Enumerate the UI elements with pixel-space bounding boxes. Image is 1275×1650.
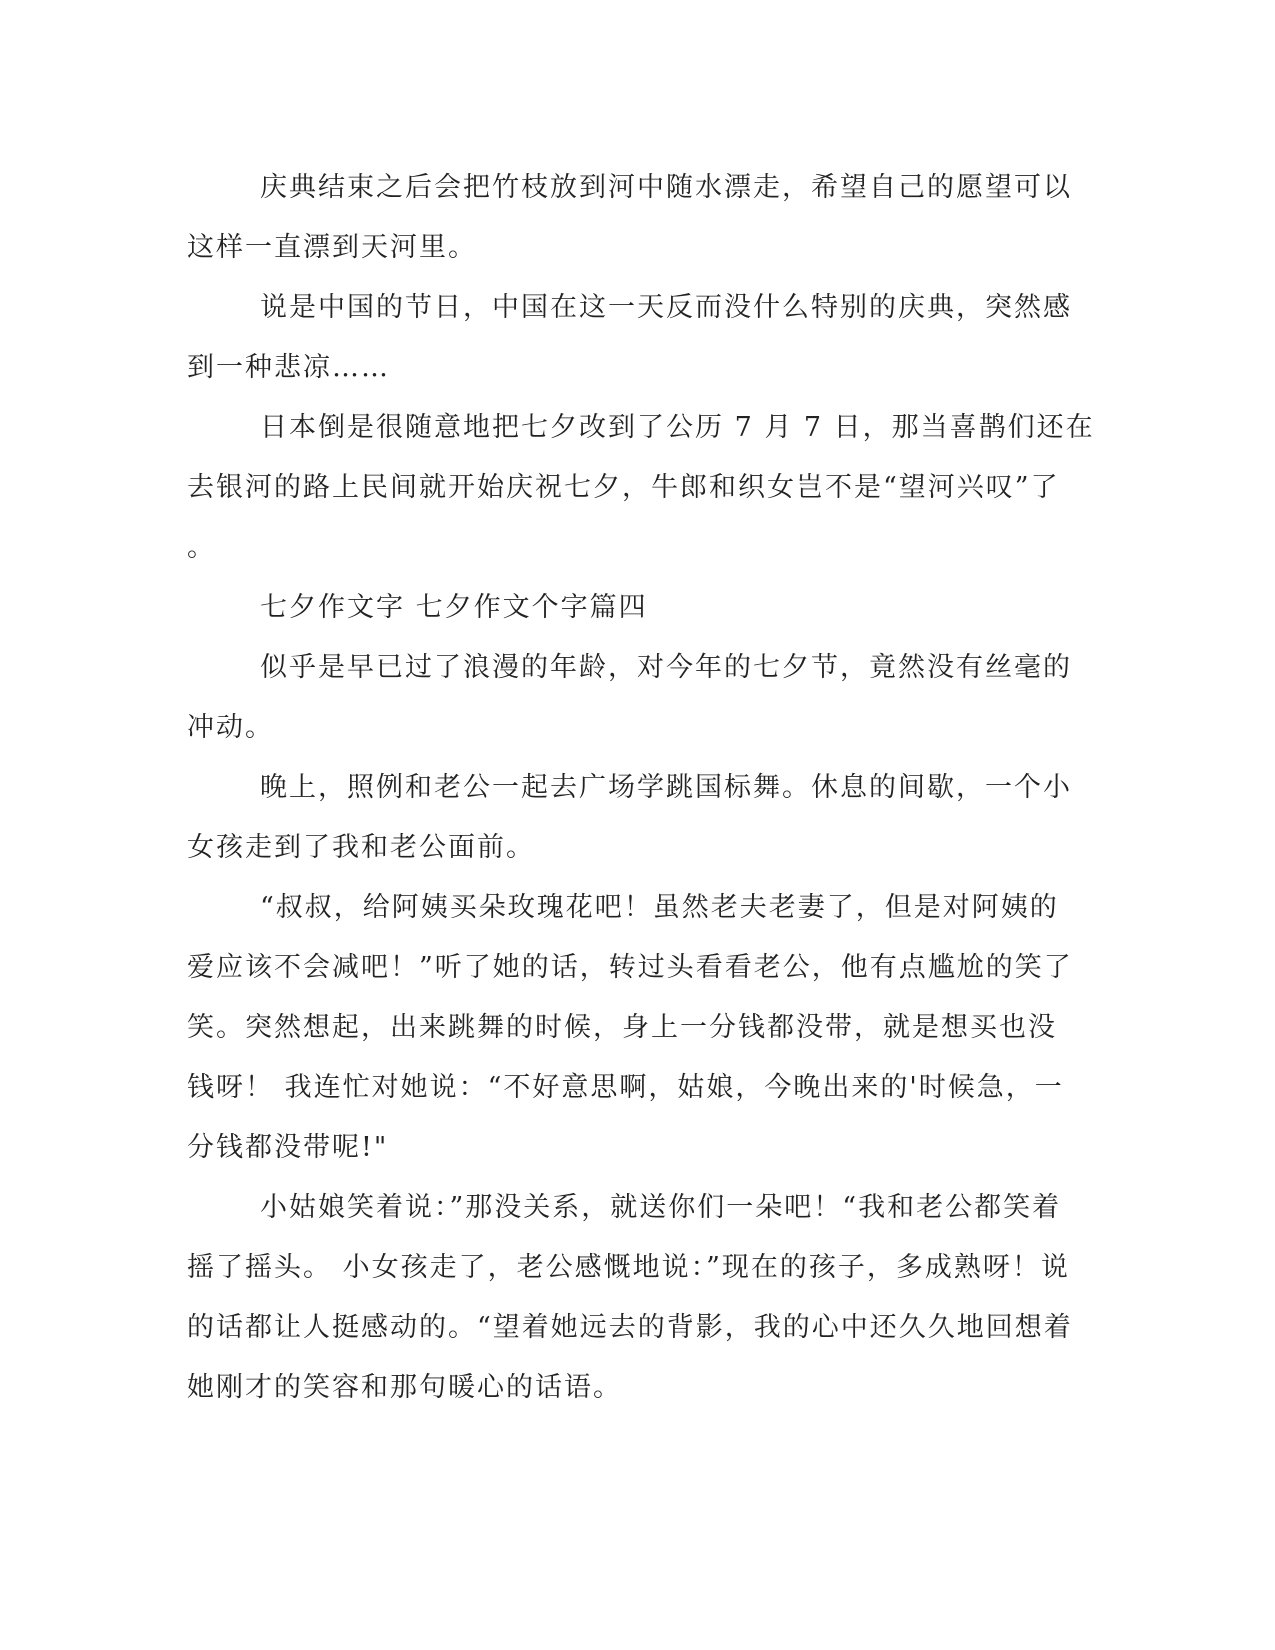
- text-line: 庆典结束之后会把竹枝放到河中随水漂走，希望自己的愿望可以: [260, 172, 1072, 203]
- text-line: 爱应该不会减吧！”听了她的话，转过头看看老公，他有点尴尬的笑了: [187, 952, 1073, 983]
- text-line: 似乎是早已过了浪漫的年龄，对今年的七夕节，竟然没有丝毫的: [260, 652, 1072, 683]
- paragraph: [187, 758, 1072, 878]
- section-heading: 七夕作文字 七夕作文个字篇四: [260, 592, 648, 623]
- text-line: 冲动。: [187, 712, 274, 743]
- text-line: 说是中国的节日，中国在这一天反而没什么特别的庆典，突然感: [260, 292, 1072, 323]
- text-line: 的话都让人挺感动的。“望着她远去的背影，我的心中还久久地回想着: [187, 1312, 1073, 1343]
- text-line: 晚上，照例和老公一起去广场学跳国标舞。休息的间歇，一个小: [260, 772, 1072, 803]
- paragraph: [187, 638, 1072, 758]
- text-line: 她刚才的笑容和那句暖心的话语。: [187, 1372, 622, 1403]
- document-body: [187, 158, 1095, 1418]
- text-line: 笑。突然想起，出来跳舞的时候，身上一分钱都没带，就是想买也没: [187, 1012, 1057, 1043]
- text-line: 日本倒是很随意地把七夕改到了公历 7 月 7 日，那当喜鹊们还在: [260, 412, 1095, 443]
- paragraph: [187, 278, 1072, 398]
- paragraph: [187, 878, 1073, 1178]
- text-line: 摇了摇头。 小女孩走了，老公感慨地说：”现在的孩子，多成熟呀！说: [187, 1252, 1070, 1283]
- text-line: 小姑娘笑着说：”那没关系，就送你们一朵吧！“我和老公都笑着: [260, 1192, 1062, 1223]
- text-line: 钱呀！ 我连忙对她说：“不好意思啊，姑娘，今晚出来的'时候急，一: [187, 1072, 1064, 1103]
- text-line: 。: [187, 532, 216, 563]
- paragraph: [187, 1178, 1073, 1418]
- paragraph: [187, 398, 1095, 578]
- text-line: 到一种悲凉……: [187, 352, 390, 383]
- text-line: 这样一直漂到天河里。: [187, 232, 477, 263]
- paragraph: [187, 158, 1072, 278]
- text-line: 分钱都没带呢!": [187, 1132, 389, 1163]
- text-line: 去银河的路上民间就开始庆祝七夕，牛郎和织女岂不是“望河兴叹”了: [187, 472, 1060, 503]
- text-line: 女孩走到了我和老公面前。: [187, 832, 535, 863]
- text-line: “叔叔，给阿姨买朵玫瑰花吧！虽然老夫老妻了，但是对阿姨的: [260, 892, 1059, 923]
